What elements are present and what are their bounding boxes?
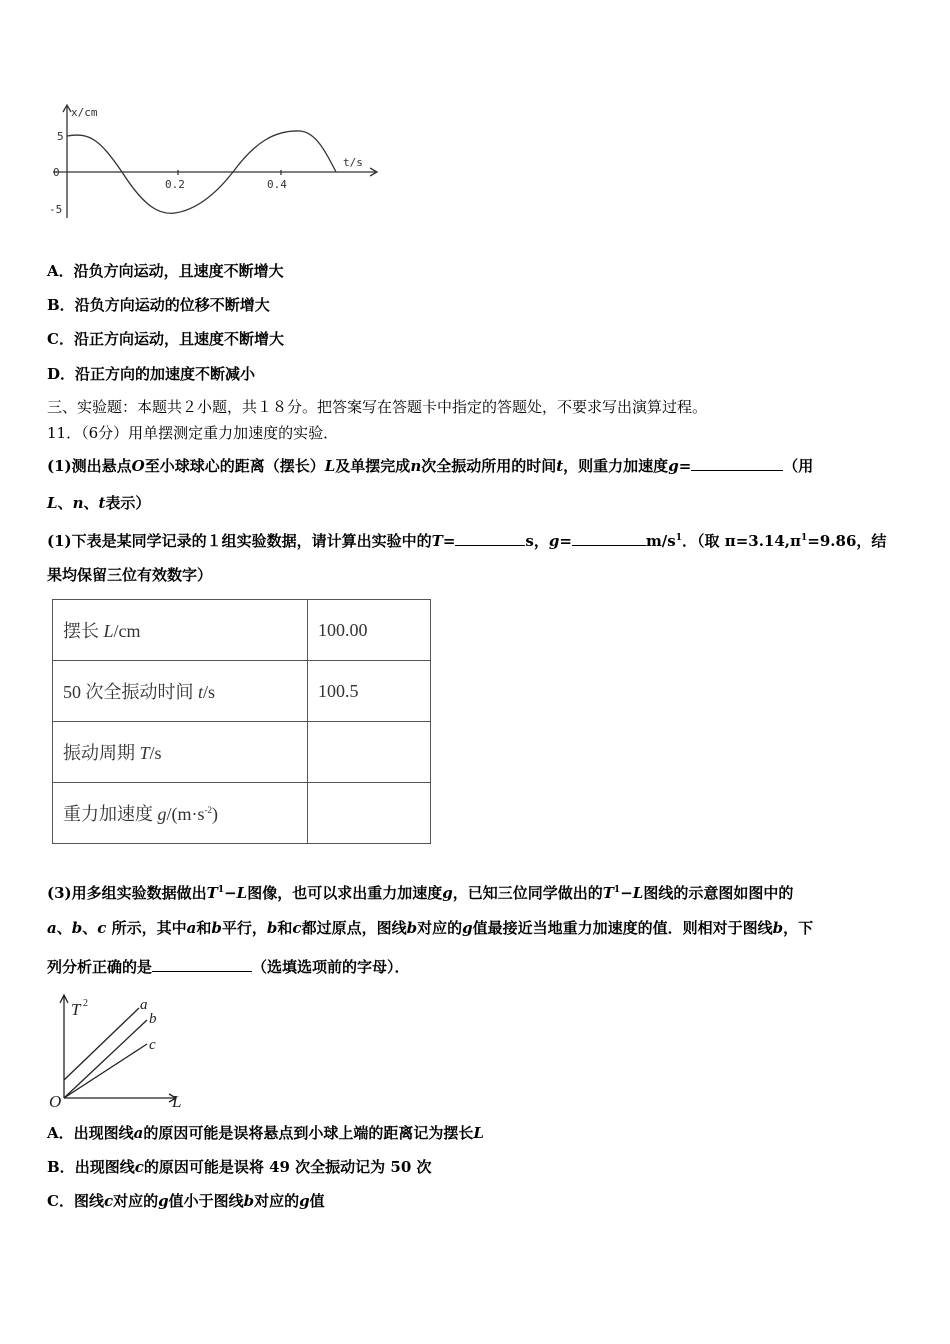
section-heading: 三、实验题：本题共２小题，共１８分。把答案写在答题卡中指定的答题处，不要求写出演算过程。 — [47, 398, 708, 416]
line-c-label: c — [149, 1037, 156, 1053]
table-row — [53, 661, 431, 722]
y-tick-0: 0 — [53, 166, 60, 179]
row-label-period: 振动周期 T/s — [53, 722, 308, 783]
q11-option-c: C．图线c对应的g值小于图线b对应的g值 — [47, 1192, 325, 1210]
displacement-time-graph — [45, 100, 385, 225]
table-row — [53, 783, 431, 844]
table-row — [53, 600, 431, 661]
q11-part2-line2: 果均保留三位有效数字） — [47, 566, 213, 584]
x-axis-label: L — [172, 1092, 182, 1111]
answer-blank-choice[interactable] — [152, 957, 252, 972]
answer-blank-g-value[interactable] — [572, 531, 646, 546]
q11-part3-line2: a、b、c 所示，其中a和b平行，b和c都过原点，图线b对应的g值最接近当地重力加速度的值．则相对于图线b，下 — [47, 919, 814, 937]
y-tick-5: 5 — [57, 130, 64, 143]
q11-option-a: A．出现图线a的原因可能是误将悬点到小球上端的距离记为摆长L — [47, 1124, 484, 1142]
line-a-label: a — [140, 997, 148, 1013]
y-axis-label: x/cm — [71, 106, 98, 119]
q11-part2-line1: (1)下表是某同学记录的１组实验数据，请计算出实验中的T= s，$g= m/s^1$．（取 $\pi=3.14,\pi^1=9.86$，结 — [47, 532, 887, 550]
option-a: A．沿负方向运动，且速度不断增大 — [47, 262, 284, 280]
line-b — [64, 1020, 147, 1098]
data-table — [52, 599, 431, 844]
q11-option-b: B．出现图线c的原因可能是误将 49 次全振动记为 50 次 — [47, 1158, 432, 1176]
row-value-length: 100.00 — [308, 600, 431, 661]
y-axis-label-sup: 2 — [83, 998, 88, 1009]
y-tick-neg5: -5 — [49, 203, 63, 216]
row-label-time: 50 次全振动时间 t/s — [53, 661, 308, 722]
t2-l-graph — [44, 988, 194, 1112]
row-label-length: 摆长 L/cm — [53, 600, 308, 661]
q11-part1-line2: L、n、t表示） — [47, 494, 151, 512]
row-value-period[interactable] — [308, 722, 431, 783]
x-axis-label: t/s — [343, 156, 363, 169]
q11-part3-line1: (3)用多组实验数据做出$T^1-L$图像，也可以求出重力加速度g，已知三位同学做出的$T^1-L$图线的示意图如图中的 — [47, 884, 794, 902]
x-tick-0.2: 0.2 — [165, 178, 185, 191]
answer-blank-g[interactable] — [691, 456, 783, 471]
option-d: D．沿正方向的加速度不断减小 — [47, 365, 256, 383]
line-b-label: b — [149, 1011, 157, 1027]
table-row — [53, 722, 431, 783]
origin-label: O — [49, 1092, 62, 1111]
q11-part3-line3: 列分析正确的是 （选填选项前的字母）． — [47, 958, 410, 976]
answer-blank-T[interactable] — [455, 531, 525, 546]
q11-part1-line1: (1)测出悬点O至小球球心的距离（摆长）L及单摆完成n次全振动所用的时间t，则重力加速度g= （用 — [47, 457, 814, 475]
row-value-gravity[interactable] — [308, 783, 431, 844]
q11-intro: 11．（6分）用单摆测定重力加速度的实验． — [47, 424, 339, 442]
row-label-gravity: 重力加速度 $g/(m\cdot s^{-2})$ — [53, 783, 308, 844]
option-c: C．沿正方向运动，且速度不断增大 — [47, 330, 284, 348]
y-axis-label: T — [71, 1000, 81, 1019]
row-value-time: 100.5 — [308, 661, 431, 722]
option-b: B．沿负方向运动的位移不断增大 — [47, 296, 270, 314]
x-tick-0.4: 0.4 — [267, 178, 287, 191]
line-c — [64, 1044, 147, 1098]
